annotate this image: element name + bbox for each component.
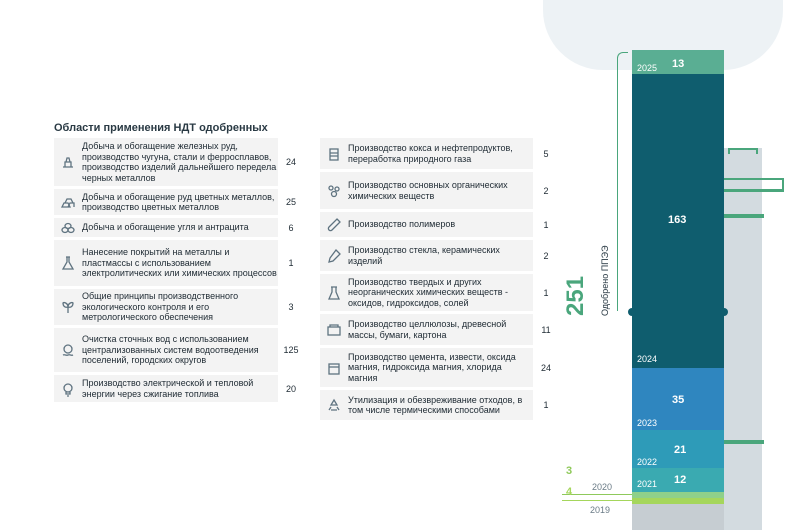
row-value: 2 (533, 172, 557, 209)
row-value: 24 (278, 138, 302, 186)
year-label-2024: 2024 (637, 354, 658, 364)
lightbulb-icon (54, 375, 82, 402)
value-label-2023: 35 (672, 394, 685, 406)
year-label-2019: 2019 (590, 505, 611, 515)
total-approved (562, 276, 590, 316)
row-text: Производство полимеров (348, 219, 456, 230)
table-row (54, 240, 302, 286)
leader-line-2019 (562, 500, 632, 501)
total-number: 251 (562, 275, 589, 316)
row-text: Добыча и обогащение угля и антрацита (82, 222, 249, 233)
beaker-icon (320, 274, 348, 311)
water-treatment-icon (54, 328, 82, 372)
value-label-2025: 13 (672, 58, 685, 70)
page-title: Области применения НДТ одобренных (54, 122, 268, 134)
chimney-top-rail (728, 148, 758, 154)
row-value: 1 (278, 240, 302, 286)
row-value: 24 (533, 348, 557, 387)
coke-icon (320, 138, 348, 169)
row-value: 3 (278, 289, 302, 325)
bracket-line (617, 52, 628, 311)
right-table (320, 138, 557, 423)
row-text: Нанесение покрытий на металлы и пластмассы с использованием электролитических или химических процессов (82, 247, 277, 279)
table-row (320, 390, 557, 420)
row-value: 125 (278, 328, 302, 372)
row-value: 5 (533, 138, 557, 169)
row-value: 20 (278, 375, 302, 402)
row-value: 25 (278, 189, 302, 215)
row-text: Производство электрической и тепловой энергии через сжигание топлива (82, 378, 254, 399)
row-text: Очистка сточных вод с использованием централизованных систем водоотведения поселений, городских округов (82, 334, 259, 366)
row-text: Производство стекла, керамических изделий (348, 245, 500, 266)
table-row (320, 348, 557, 387)
row-text: Общие принципы производственного экологического контроля и его метрологического обеспечения (82, 291, 239, 323)
table-row (54, 328, 302, 372)
row-text: Производство твердых и других неорганических химических веществ - оксидов, гидроксидов, солей (348, 276, 509, 308)
table-row (54, 138, 302, 186)
row-text: Добыча и обогащение руд цветных металлов, производство цветных металлов (82, 191, 275, 212)
table-row (54, 289, 302, 325)
table-row (320, 274, 557, 311)
year-label-2023: 2023 (637, 418, 658, 428)
value-label-2019: 4 (566, 486, 573, 498)
flask-icon (54, 240, 82, 286)
row-value: 6 (278, 218, 302, 237)
recycle-icon (320, 390, 348, 420)
table-row (320, 172, 557, 209)
metallurgy-icon (54, 138, 82, 186)
row-text: Утилизация и обезвреживание отходов, в том числе термическими способами (348, 394, 523, 415)
year-label-2020: 2020 (592, 482, 613, 492)
row-text: Производство основных органических химических веществ (348, 180, 508, 201)
secondary-chimney (722, 148, 762, 530)
ingots-icon (54, 189, 82, 215)
chimney-base (632, 504, 724, 530)
table-row (320, 138, 557, 169)
row-text: Производство кокса и нефтепродуктов, переработка природного газа (348, 143, 513, 164)
year-label-2021: 2021 (637, 479, 658, 489)
value-label-2021: 12 (674, 474, 687, 486)
left-table (54, 138, 302, 405)
row-text: Производство целлюлозы, древесной массы, бумаги, картона (348, 319, 507, 340)
year-label-2025: 2025 (637, 63, 658, 73)
table-row (54, 375, 302, 402)
row-value: 1 (533, 274, 557, 311)
chimney-side-bump (720, 308, 728, 316)
row-value: 1 (533, 212, 557, 237)
value-label-2020: 3 (566, 465, 573, 477)
test-tube-icon (320, 212, 348, 237)
coal-icon (54, 218, 82, 237)
table-row (320, 314, 557, 345)
paper-icon (320, 314, 348, 345)
row-value: 1 (533, 390, 557, 420)
total-caption: Одобрено ППЭЭ (600, 245, 610, 316)
table-row (320, 212, 557, 237)
value-label-2024: 163 (668, 214, 687, 226)
table-row (54, 218, 302, 237)
table-row (320, 240, 557, 271)
row-value: 11 (533, 314, 557, 345)
table-row (54, 189, 302, 215)
chimney-side-bump (628, 308, 636, 316)
cement-icon (320, 348, 348, 387)
bottle-icon (320, 240, 348, 271)
leader-line-2020 (562, 494, 632, 495)
value-label-2022: 21 (674, 444, 687, 456)
organic-chemistry-icon (320, 172, 348, 209)
row-text: Производство цемента, извести, оксида магния, гидроксида магния, хлорида магния (348, 351, 516, 383)
leaf-icon (54, 289, 82, 325)
row-value: 2 (533, 240, 557, 271)
year-label-2022: 2022 (637, 457, 658, 467)
row-text: Добыча и обогащение железных руд, производство чугуна, стали и ферросплавов, производство изделий дальнейшего передела черных металлов (82, 141, 277, 183)
